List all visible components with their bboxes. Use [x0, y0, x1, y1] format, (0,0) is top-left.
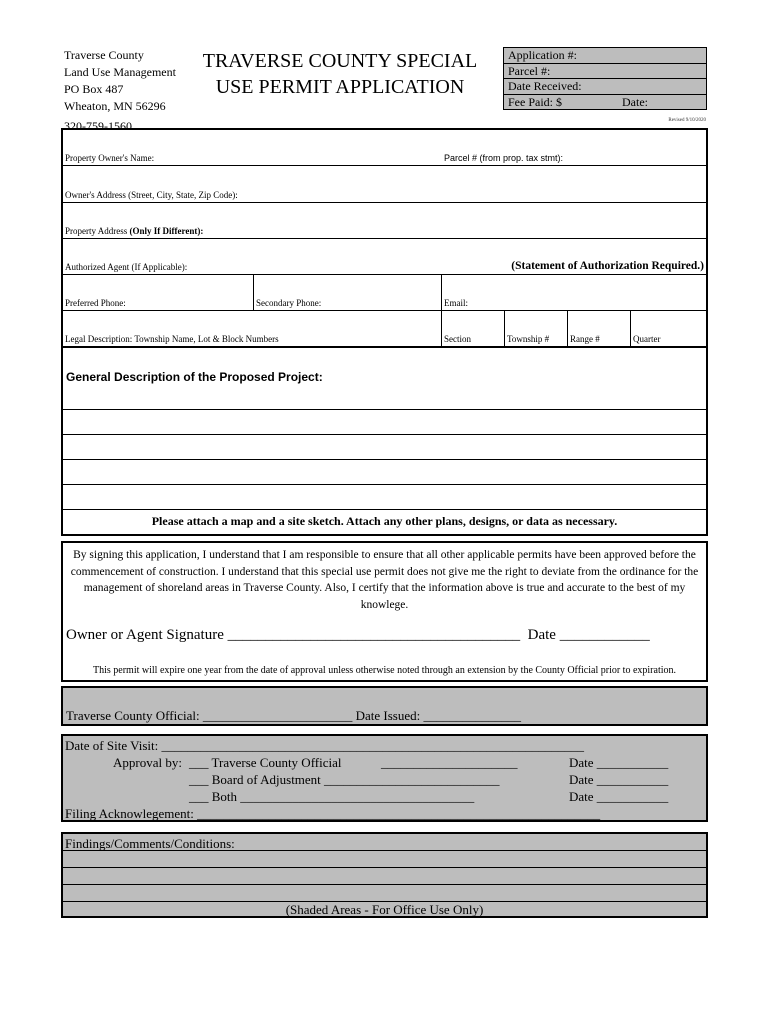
owner-name-label: Property Owner's Name: — [65, 153, 155, 163]
expiration-note: This permit will expire one year from the date of approval unless otherwise noted through an extension by the County Official prior to expiration. — [93, 665, 676, 676]
description-line[interactable] — [63, 410, 706, 435]
agent-row[interactable] — [63, 239, 706, 275]
approval-date-3[interactable]: Date ___________ — [569, 789, 669, 804]
approval-label: Approval by: — [113, 755, 182, 770]
official-issued-box — [61, 686, 708, 726]
quarter-label: Quarter — [633, 334, 661, 344]
approval-date-1[interactable]: Date ___________ — [569, 755, 669, 770]
fee-date-field[interactable]: Date: — [622, 94, 648, 109]
township-label: Township # — [507, 334, 550, 344]
office-use-note: (Shaded Areas - For Office Use Only) — [285, 902, 484, 917]
address-line: Land Use Management — [64, 65, 176, 79]
application-number-field[interactable]: Application #: — [504, 48, 706, 64]
agent-label: Authorized Agent (If Applicable): — [65, 262, 188, 272]
owner-address-label: Owner's Address (Street, City, State, Zip Code): — [65, 190, 238, 200]
approval-board-of-adjustment[interactable]: ___ Board of Adjustment ___________________________ — [189, 772, 500, 787]
applicant-info-form — [61, 128, 708, 536]
authorization-note: (Statement of Authorization Required.) — [511, 260, 704, 272]
approval-county-official-line[interactable]: _____________________ — [381, 755, 518, 770]
phone: 320-759-1560 — [64, 119, 132, 133]
property-address-row[interactable] — [63, 203, 706, 239]
general-description-heading: General Description of the Proposed Project: — [66, 370, 323, 384]
range-label: Range # — [570, 334, 600, 344]
findings-row[interactable] — [63, 851, 706, 868]
legal-description-label: Legal Description: Township Name, Lot & Block Numbers — [65, 334, 279, 344]
section-label: Section — [444, 334, 471, 344]
approval-county-official[interactable]: ___ Traverse County Official — [189, 755, 342, 770]
findings-box — [61, 832, 708, 918]
findings-row[interactable] — [63, 868, 706, 885]
fee-paid-field[interactable]: Fee Paid: $ Date: — [508, 94, 648, 109]
form-title: TRAVERSE COUNTY SPECIAL USE PERMIT APPLICATION — [202, 50, 478, 98]
parcel-number-field[interactable]: Parcel #: — [504, 64, 706, 80]
filing-acknowledgement-line[interactable]: Filing Acknowlegement: ______________________________________________________________ — [65, 806, 601, 821]
office-header-box — [503, 47, 707, 110]
official-date-issued-line[interactable]: Traverse County Official: _______________________ Date Issued: _______________ — [66, 708, 521, 723]
preferred-phone-label: Preferred Phone: — [65, 298, 126, 308]
approval-date-2[interactable]: Date ___________ — [569, 772, 669, 787]
revised-date: Revised 9/10/2020 — [668, 118, 706, 123]
site-visit-line[interactable]: Date of Site Visit: _________________________________________________________________ — [65, 738, 584, 753]
date-received-field[interactable]: Date Received: — [504, 79, 706, 95]
signature-section — [61, 541, 708, 682]
county-address — [64, 47, 176, 135]
site-visit-box — [61, 734, 708, 822]
parcel-label: Parcel # (from prop. tax stmt): — [444, 153, 564, 163]
approval-both[interactable]: ___ Both ____________________________________ — [189, 789, 475, 804]
description-line[interactable] — [63, 460, 706, 485]
phone-row — [63, 275, 706, 311]
certification-text: By signing this application, I understand that I am responsible to ensure that all other applicable permits have been approved before the commencement of construction. I understand that this special use permit does not give me the right to deviate from the ordinance for the management of shoreland areas in Traverse County. Also, I certify that the information above is true and accurate to the best of my knowlege. — [70, 549, 699, 611]
attach-map-note: Please attach a map and a site sketch. Attach any other plans, designs, or data as necessary. — [151, 514, 618, 528]
email-label: Email: — [444, 298, 468, 308]
address-line: PO Box 487 — [64, 82, 124, 96]
description-line[interactable] — [63, 485, 706, 510]
description-line[interactable] — [63, 435, 706, 460]
address-line: Traverse County — [64, 48, 144, 62]
owner-address-row[interactable] — [63, 166, 706, 203]
secondary-phone-label: Secondary Phone: — [256, 298, 322, 308]
address-line: Wheaton, MN 56296 — [64, 99, 166, 113]
findings-label: Findings/Comments/Conditions: — [65, 836, 235, 851]
legal-description-row — [63, 311, 706, 348]
signature-line[interactable]: Owner or Agent Signature _______________________________________ Date ____________ — [66, 627, 650, 643]
property-address-label: Property Address (Only If Different): — [65, 226, 204, 236]
findings-row[interactable] — [63, 885, 706, 902]
owner-name-row[interactable] — [63, 130, 706, 166]
